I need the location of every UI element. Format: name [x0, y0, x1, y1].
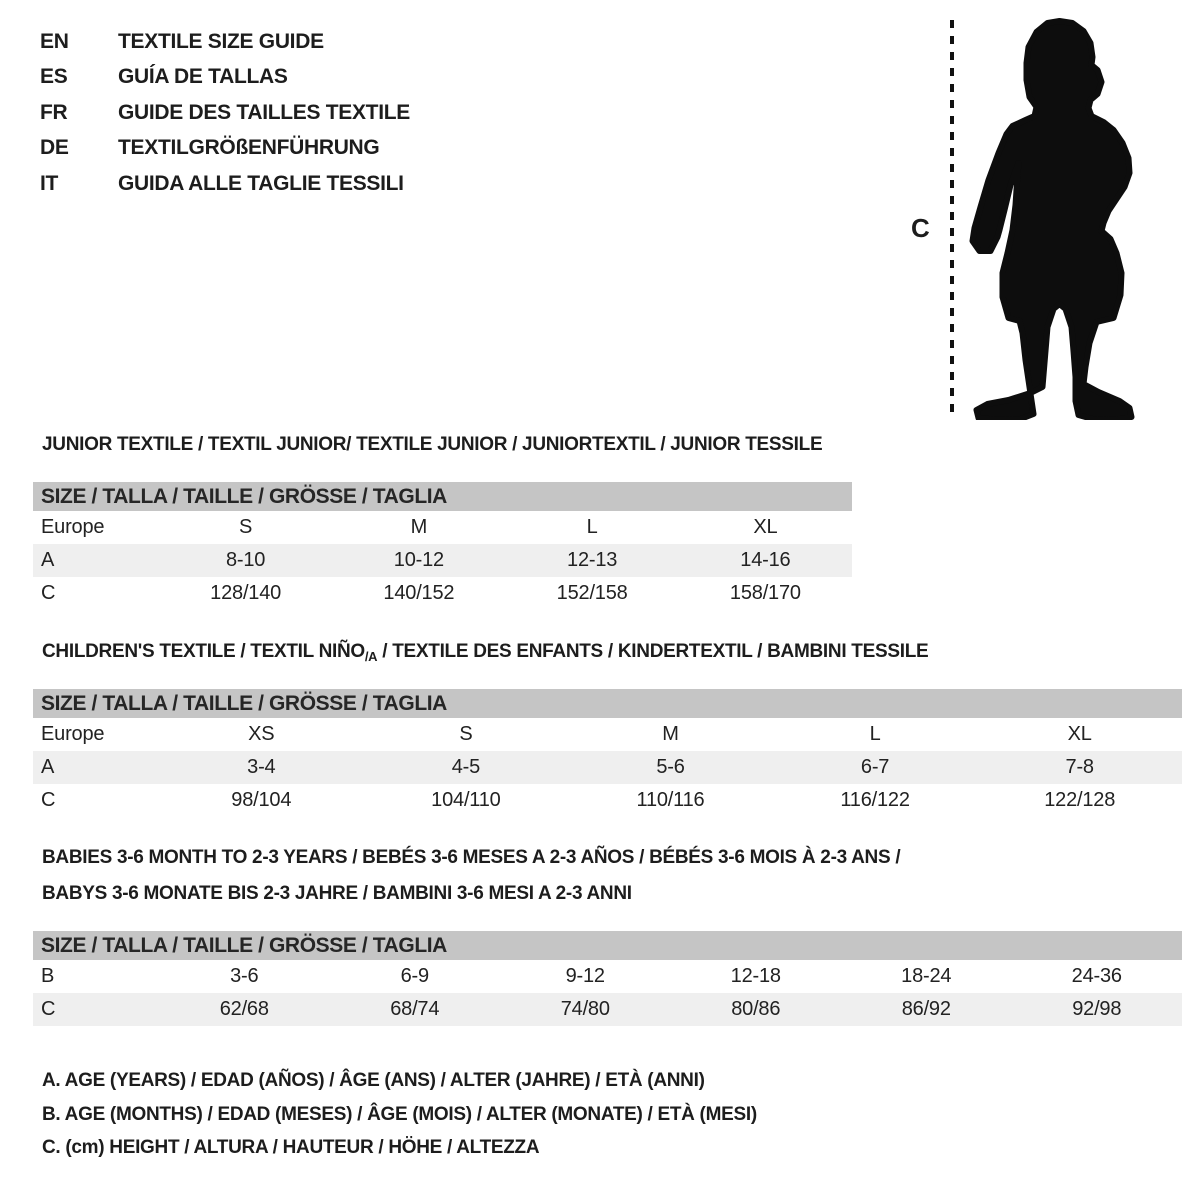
table-row — [33, 751, 1182, 784]
legend-line-c: C. (cm) HEIGHT / ALTURA / HAUTEUR / HÖHE / ALTEZZA — [42, 1137, 540, 1158]
row-label: A — [41, 549, 55, 571]
table-row — [33, 960, 1182, 993]
language-code: FR — [40, 100, 68, 124]
table-row — [33, 511, 852, 544]
height-cell: 98/104 — [231, 789, 292, 811]
junior-size-table — [33, 511, 852, 610]
table-row — [33, 993, 1182, 1026]
height-cell: 122/128 — [1044, 789, 1116, 811]
height-cell: 110/116 — [636, 789, 705, 811]
language-row — [40, 131, 410, 167]
row-label: C — [41, 998, 56, 1020]
height-measure-dashed-line — [950, 20, 954, 417]
height-cell: 158/170 — [729, 582, 801, 604]
babies-size-table — [33, 960, 1182, 1026]
height-cell: 80/86 — [731, 998, 781, 1020]
height-cell: 62/68 — [219, 998, 269, 1020]
language-title: GUÍA DE TALLAS — [118, 65, 288, 89]
height-cell: 152/158 — [556, 582, 628, 604]
table-row — [33, 544, 852, 577]
height-cell: 116/122 — [840, 789, 910, 811]
age-cell: 12-13 — [567, 549, 618, 571]
junior-size-header-bar: SIZE / TALLA / TAILLE / GRÖSSE / TAGLIA — [33, 482, 852, 511]
age-cell: 6-9 — [400, 965, 429, 987]
language-title: TEXTILGRÖßENFÜHRUNG — [118, 136, 380, 160]
language-row — [40, 60, 410, 96]
age-cell: 5-6 — [656, 756, 685, 778]
legend-line-a: A. AGE (YEARS) / EDAD (AÑOS) / ÂGE (ANS) / ALTER (JAHRE) / ETÀ (ANNI) — [42, 1070, 705, 1091]
age-cell: 4-5 — [451, 756, 481, 778]
age-cell: 3-4 — [247, 756, 276, 778]
row-label: A — [41, 756, 55, 778]
children-section-title — [42, 641, 928, 664]
age-cell: 14-16 — [740, 549, 791, 571]
age-cell: 8-10 — [226, 549, 266, 571]
language-code: DE — [40, 136, 69, 160]
table-row — [33, 718, 1182, 751]
toddler-silhouette-icon — [960, 15, 1145, 420]
height-cell: 128/140 — [210, 582, 282, 604]
children-size-header-bar: SIZE / TALLA / TAILLE / GRÖSSE / TAGLIA — [33, 689, 1182, 718]
height-cell: 104/110 — [431, 789, 501, 811]
children-title-sub: /A — [364, 649, 378, 664]
size-cell: S — [239, 516, 253, 538]
age-cell: 24-36 — [1071, 965, 1122, 987]
age-cell: 12-18 — [730, 965, 781, 987]
children-size-table — [33, 718, 1182, 817]
children-title-suffix: / TEXTILE DES ENFANTS / KINDERTEXTIL / BAMBINI TESSILE — [377, 641, 929, 662]
age-cell: 6-7 — [860, 756, 890, 778]
children-title-prefix: CHILDREN'S TEXTILE / TEXTIL NIÑO — [42, 641, 365, 662]
height-measure-label: C — [911, 213, 930, 243]
size-cell: M — [410, 516, 428, 538]
babies-size-header-bar: SIZE / TALLA / TAILLE / GRÖSSE / TAGLIA — [33, 931, 1182, 960]
size-cell: M — [662, 723, 679, 745]
language-title: GUIDE DES TAILLES TEXTILE — [118, 100, 410, 124]
size-cell: L — [869, 723, 881, 745]
junior-section-title: JUNIOR TEXTILE / TEXTIL JUNIOR/ TEXTILE JUNIOR / JUNIORTEXTIL / JUNIOR TESSILE — [42, 434, 823, 455]
row-label: C — [41, 789, 56, 811]
language-code: EN — [40, 29, 69, 53]
size-cell: XS — [248, 723, 275, 745]
age-cell: 9-12 — [565, 965, 605, 987]
language-title-list — [40, 24, 410, 202]
language-title: GUIDA ALLE TAGLIE TESSILI — [118, 171, 404, 195]
language-title: TEXTILE SIZE GUIDE — [118, 29, 324, 53]
age-cell: 18-24 — [901, 965, 952, 987]
height-cell: 74/80 — [560, 998, 610, 1020]
row-label: Europe — [41, 723, 105, 745]
size-cell: S — [459, 723, 473, 745]
language-row — [40, 166, 410, 202]
babies-section-title-line2: BABYS 3-6 MONATE BIS 2-3 JAHRE / BAMBINI 3-6 MESI A 2-3 ANNI — [42, 883, 632, 904]
legend-line-b: B. AGE (MONTHS) / EDAD (MESES) / ÂGE (MOIS) / ALTER (MONATE) / ETÀ (MESI) — [42, 1103, 757, 1125]
row-label: C — [41, 582, 56, 604]
height-cell: 86/92 — [901, 998, 951, 1020]
height-cell: 92/98 — [1072, 998, 1122, 1020]
table-row — [33, 784, 1182, 817]
height-figure — [905, 15, 1155, 420]
age-cell: 7-8 — [1065, 756, 1094, 778]
age-cell: 3-6 — [230, 965, 259, 987]
size-cell: L — [586, 516, 598, 538]
height-cell: 68/74 — [390, 998, 440, 1020]
size-cell: XL — [1067, 723, 1092, 745]
language-row — [40, 95, 410, 131]
babies-section-title-line1: BABIES 3-6 MONTH TO 2-3 YEARS / BEBÉS 3-6 MESES A 2-3 AÑOS / BÉBÉS 3-6 MOIS À 2-3 ANS / — [42, 847, 901, 868]
language-code: ES — [40, 65, 68, 89]
language-code: IT — [40, 171, 59, 195]
age-cell: 10-12 — [393, 549, 444, 571]
table-row — [33, 577, 852, 610]
row-label: B — [41, 965, 55, 987]
legend — [42, 1070, 757, 1171]
height-cell: 140/152 — [383, 582, 455, 604]
row-label: Europe — [41, 516, 105, 538]
language-row — [40, 24, 410, 60]
size-cell: XL — [753, 516, 778, 538]
